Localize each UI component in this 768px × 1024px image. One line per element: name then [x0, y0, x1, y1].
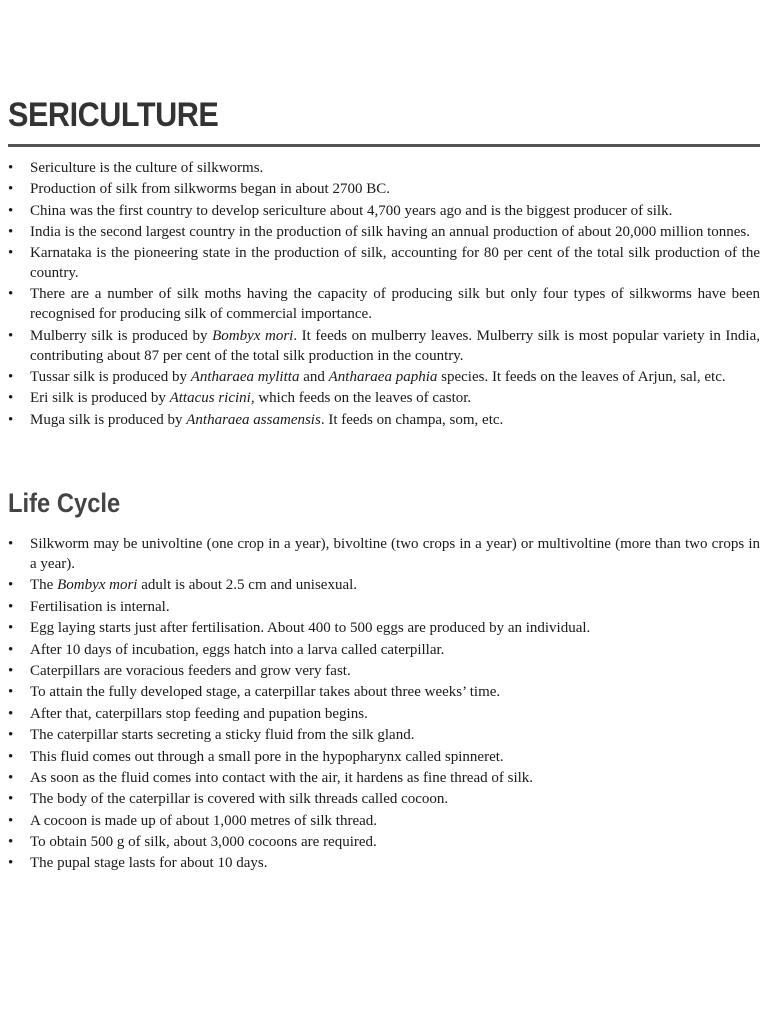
list-item: • The body of the caterpillar is covered with silk threads called cocoon. [8, 789, 760, 809]
list-item: • Mulberry silk is produced by Bombyx mori. It feeds on mulberry leaves. Mulberry silk is most popular variety in India, contributing about 87 per cent of the total silk production in the country. [8, 326, 760, 366]
list-item: • There are a number of silk moths having the capacity of producing silk but only four types of silkworms have been recognised for producing silk of commercial importance. [8, 284, 760, 324]
list-item: • India is the second largest country in the production of silk having an annual production of about 20,000 million tonnes. [8, 222, 760, 242]
list-item: • Tussar silk is produced by Antharaea mylitta and Antharaea paphia species. It feeds on the leaves of Arjun, sal, etc. [8, 367, 760, 387]
title-divider [8, 144, 760, 147]
list-item: • The Bombyx mori adult is about 2.5 cm and unisexual. [8, 575, 760, 595]
list-item: • The pupal stage lasts for about 10 days. [8, 853, 760, 873]
list-item: • This fluid comes out through a small pore in the hypopharynx called spinneret. [8, 747, 760, 767]
list-item: • To obtain 500 g of silk, about 3,000 cocoons are required. [8, 832, 760, 852]
list-item: • A cocoon is made up of about 1,000 metres of silk thread. [8, 811, 760, 831]
life-cycle-bullet-list [8, 534, 760, 875]
list-item: • After 10 days of incubation, eggs hatch into a larva called caterpillar. [8, 640, 760, 660]
list-item: • Sericulture is the culture of silkworms. [8, 158, 760, 178]
list-item: • China was the first country to develop sericulture about 4,700 years ago and is the biggest producer of silk. [8, 201, 760, 221]
sericulture-bullet-list [8, 158, 760, 431]
section-title-life-cycle: Life Cycle [8, 488, 121, 518]
list-item: • After that, caterpillars stop feeding and pupation begins. [8, 704, 760, 724]
list-item: • To attain the fully developed stage, a caterpillar takes about three weeks’ time. [8, 682, 760, 702]
list-item: • Egg laying starts just after fertilisation. About 400 to 500 eggs are produced by an individual. [8, 618, 760, 638]
list-item: • Production of silk from silkworms began in about 2700 BC. [8, 179, 760, 199]
list-item: • The caterpillar starts secreting a sticky fluid from the silk gland. [8, 725, 760, 745]
list-item: • Fertilisation is internal. [8, 597, 760, 617]
list-item: • Caterpillars are voracious feeders and grow very fast. [8, 661, 760, 681]
list-item: • As soon as the fluid comes into contact with the air, it hardens as fine thread of silk. [8, 768, 760, 788]
section-title-sericulture: SERICULTURE [8, 96, 219, 134]
list-item: • Muga silk is produced by Antharaea assamensis. It feeds on champa, som, etc. [8, 410, 760, 430]
list-item: • Silkworm may be univoltine (one crop in a year), bivoltine (two crops in a year) or multivoltine (more than two crops in a year). [8, 534, 760, 574]
list-item: • Eri silk is produced by Attacus ricini, which feeds on the leaves of castor. [8, 388, 760, 408]
list-item: • Karnataka is the pioneering state in the production of silk, accounting for 80 per cent of the total silk production of the country. [8, 243, 760, 283]
